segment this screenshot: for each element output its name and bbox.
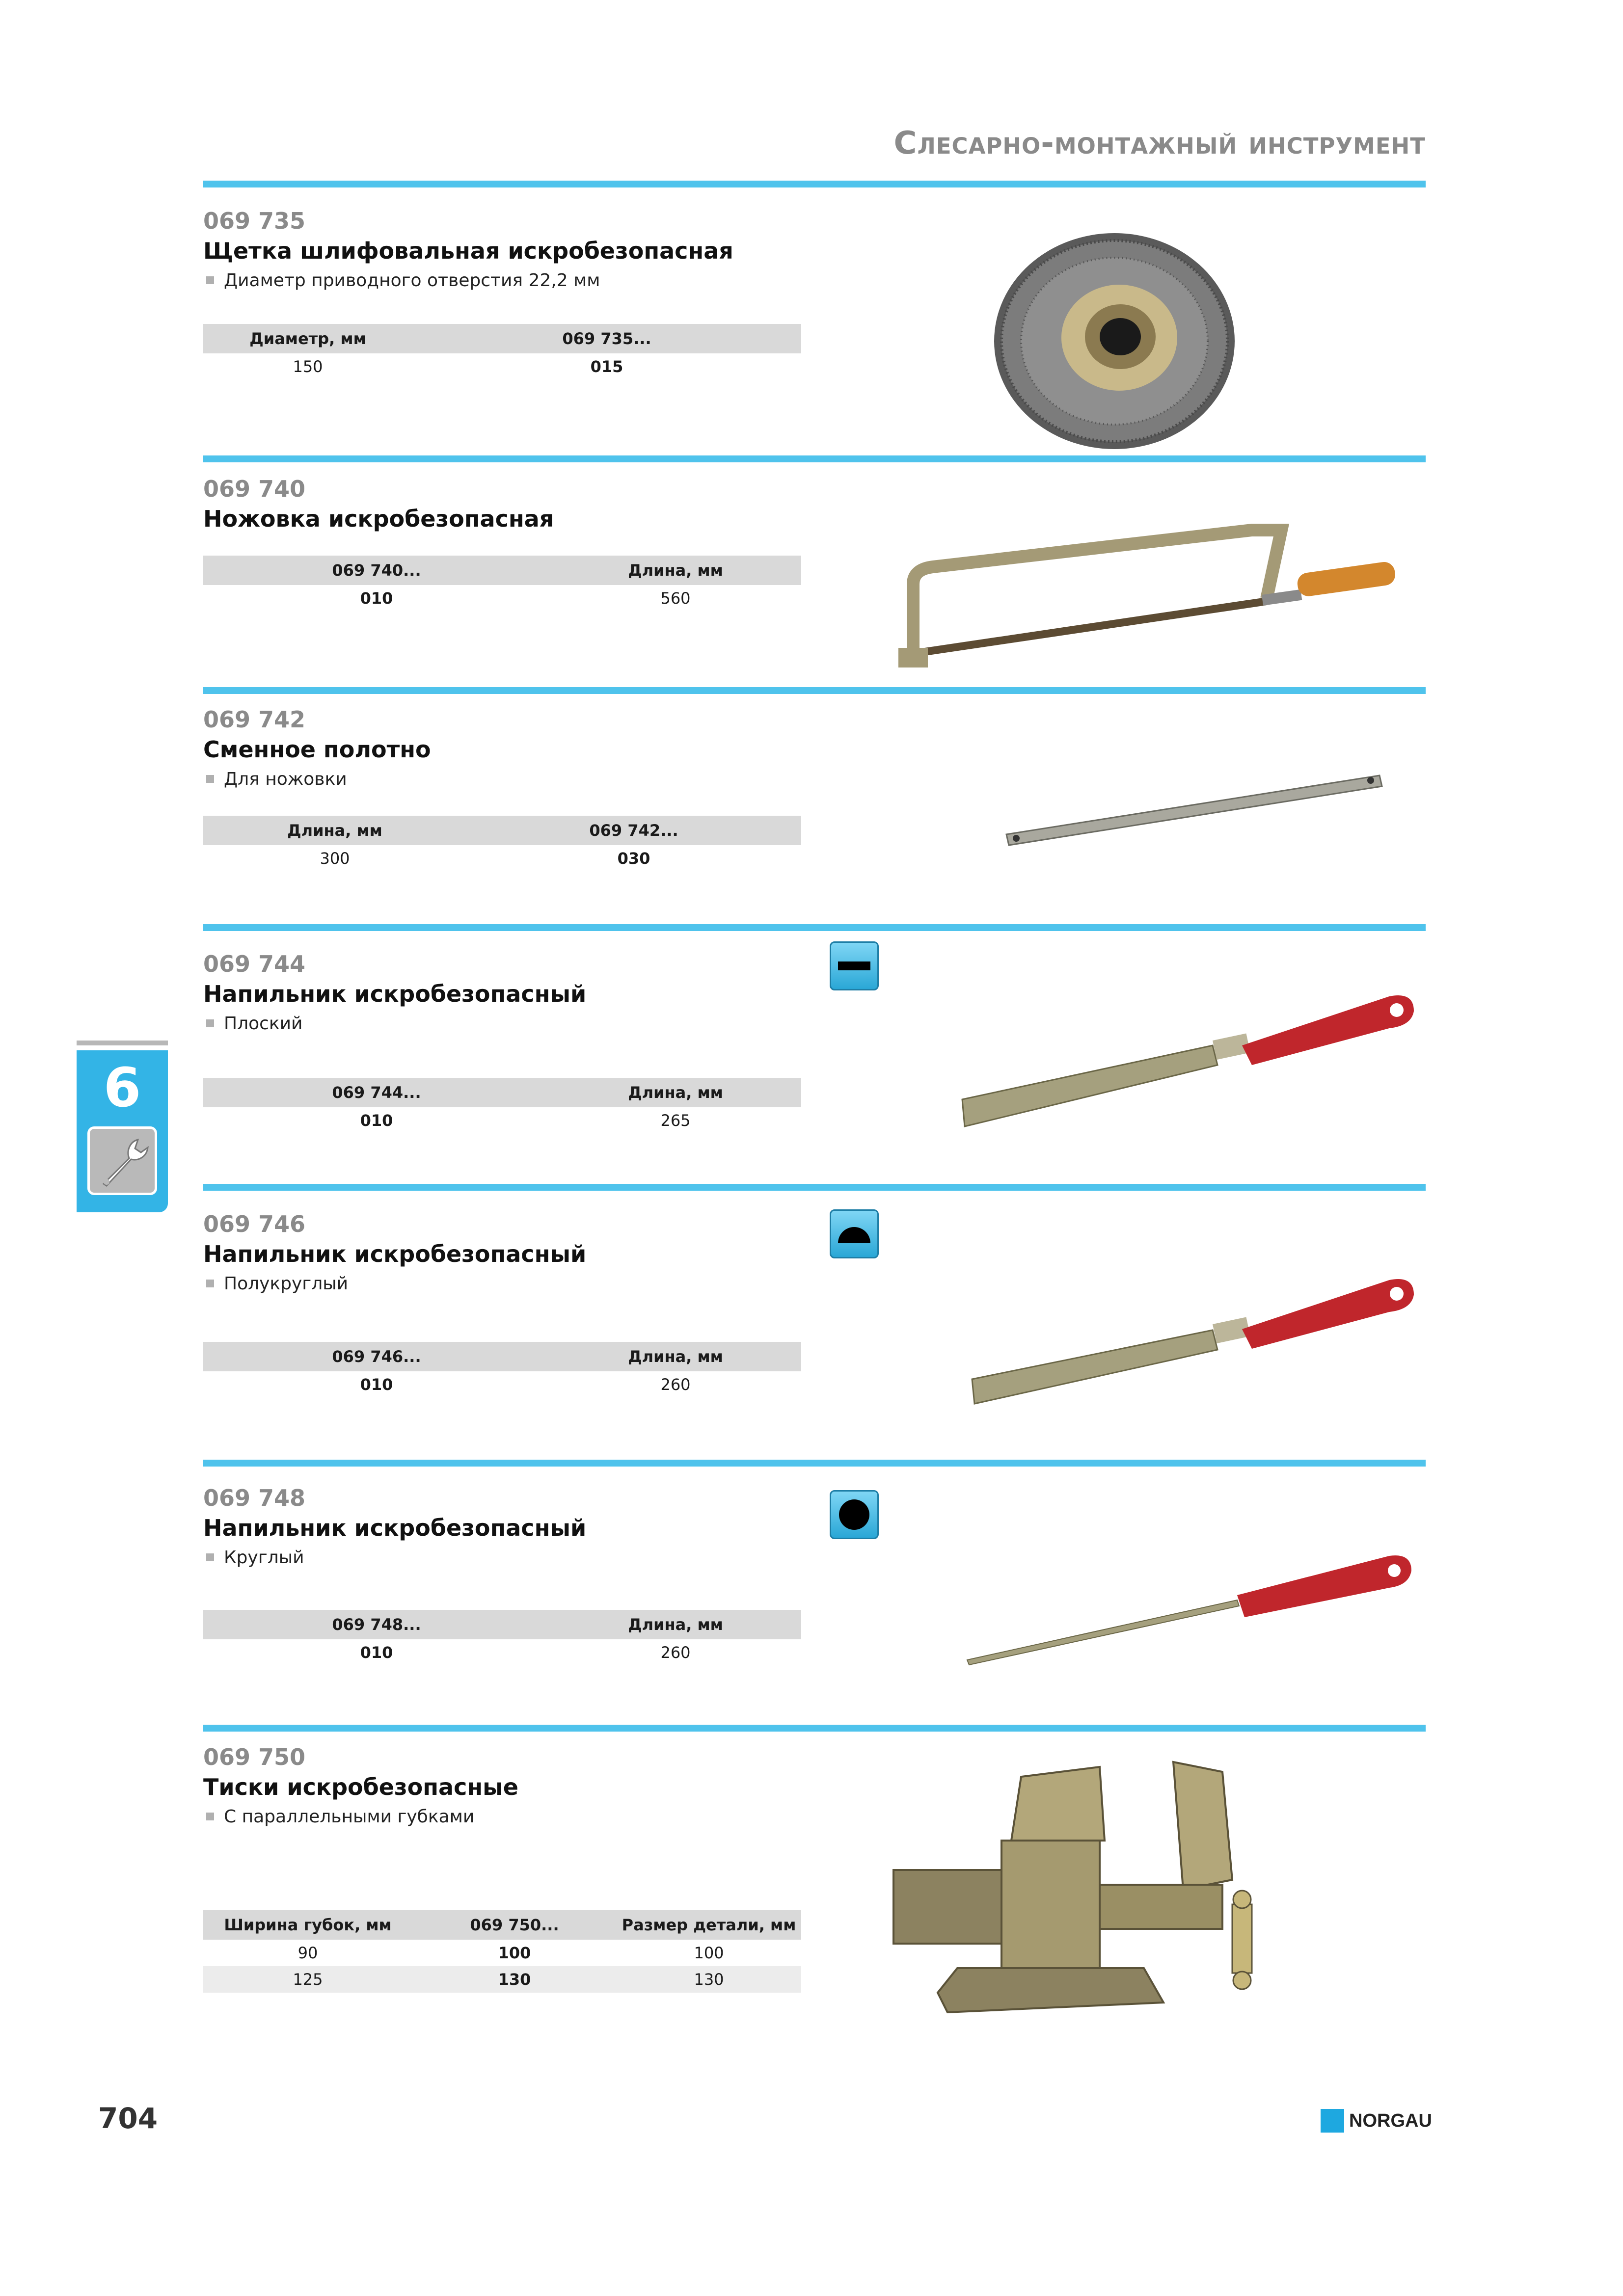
product-sku: 069 750 <box>203 1744 306 1770</box>
cell-article: 030 <box>617 849 650 868</box>
col-header: Размер детали, мм <box>617 1910 801 1940</box>
col-header: Длина, мм <box>550 1342 801 1371</box>
cell-article: 010 <box>360 1643 393 1662</box>
product-069735 <box>203 206 1426 376</box>
cell: 265 <box>660 1111 691 1130</box>
cell: 560 <box>660 589 691 608</box>
cell-article: 100 <box>498 1944 531 1962</box>
spec-table <box>203 1610 801 1666</box>
bullet-text: Диаметр приводного отверстия 22,2 мм <box>224 270 600 291</box>
cell: 90 <box>298 1944 318 1962</box>
wire-brush-wheel-image <box>992 231 1237 452</box>
product-sku: 069 744 <box>203 951 306 977</box>
col-header: 069 748... <box>203 1610 550 1639</box>
cell-article: 010 <box>360 1375 393 1394</box>
cell-article: 015 <box>590 357 623 376</box>
table-row <box>203 1639 801 1666</box>
chapter-tab <box>77 1050 168 1212</box>
saw-blade-image <box>1001 766 1384 849</box>
round-profile-icon <box>830 1490 879 1539</box>
spec-table <box>203 1910 801 1993</box>
section-divider <box>203 924 1426 931</box>
table-row <box>203 353 801 380</box>
brand-logo <box>1321 2109 1432 2133</box>
cell: 125 <box>203 1966 412 1993</box>
table-row <box>203 1966 801 1993</box>
col-header: 069 742... <box>466 816 801 845</box>
product-name: Ножовка искробезопасная <box>203 506 554 532</box>
cell: 260 <box>660 1643 691 1662</box>
section-divider <box>203 1725 1426 1732</box>
product-name: Щетка шлифовальная искробезопасная <box>203 238 733 264</box>
col-header: Длина, мм <box>203 816 466 845</box>
flat-file-image <box>957 987 1424 1134</box>
cell: 260 <box>660 1375 691 1394</box>
half-round-profile-icon <box>830 1209 879 1258</box>
bullet-text: Круглый <box>224 1548 304 1568</box>
bullet-text: Полукруглый <box>224 1274 349 1294</box>
cell: 100 <box>694 1944 724 1962</box>
product-name: Напильник искробезопасный <box>203 1241 587 1267</box>
brand-logo-text: NORGAU <box>1349 2110 1432 2131</box>
spec-table <box>203 1342 801 1398</box>
spec-table <box>203 324 801 380</box>
product-sku: 069 740 <box>203 476 306 502</box>
product-sku: 069 742 <box>203 706 306 733</box>
table-row <box>203 585 801 612</box>
col-header: 069 740... <box>203 556 550 585</box>
section-divider <box>203 1460 1426 1467</box>
col-header: 069 744... <box>203 1078 550 1107</box>
col-header: 069 735... <box>412 324 801 353</box>
flat-profile-icon <box>830 941 879 990</box>
chapter-number: 6 <box>103 1056 141 1119</box>
table-row <box>203 1371 801 1398</box>
col-header: 069 746... <box>203 1342 550 1371</box>
product-name: Тиски искробезопасные <box>203 1774 518 1800</box>
table-row <box>203 1107 801 1134</box>
spec-table <box>203 816 801 872</box>
bullet-text: С параллельными губками <box>224 1807 475 1827</box>
col-header: Диаметр, мм <box>203 324 412 353</box>
col-header: Длина, мм <box>550 1078 801 1107</box>
cell: 150 <box>293 357 323 376</box>
product-name: Сменное полотно <box>203 736 431 763</box>
section-divider <box>203 455 1426 462</box>
page-number: 704 <box>98 2102 158 2135</box>
spec-table <box>203 556 801 612</box>
cell-article: 010 <box>360 1111 393 1130</box>
product-bullet <box>203 267 1426 294</box>
section-divider <box>203 687 1426 694</box>
col-header: Длина, мм <box>550 556 801 585</box>
round-file-image <box>962 1551 1424 1669</box>
product-sku: 069 746 <box>203 1211 306 1237</box>
wrench-icon <box>87 1126 157 1195</box>
page-header-title: Слесарно-монтажный инструмент <box>893 125 1426 161</box>
spec-table <box>203 1078 801 1134</box>
brand-logo-square-icon <box>1321 2109 1344 2133</box>
table-row <box>203 1940 801 1966</box>
table-row <box>203 845 801 872</box>
cell: 300 <box>320 849 350 868</box>
product-sku: 069 748 <box>203 1485 306 1511</box>
col-header: Длина, мм <box>550 1610 801 1639</box>
section-divider <box>203 1184 1426 1191</box>
chapter-tab-line <box>77 1041 168 1045</box>
bullet-text: Плоский <box>224 1014 303 1034</box>
cell: 130 <box>617 1966 801 1993</box>
product-name: Напильник искробезопасный <box>203 1515 587 1541</box>
col-header: 069 750... <box>412 1910 617 1940</box>
product-name: Напильник искробезопасный <box>203 981 587 1007</box>
col-header: Ширина губок, мм <box>203 1910 412 1940</box>
hacksaw-image <box>889 510 1409 687</box>
cell-article: 130 <box>412 1966 617 1993</box>
cell-article: 010 <box>360 589 393 608</box>
product-sku: 069 735 <box>203 208 306 234</box>
section-divider <box>203 181 1426 187</box>
half-round-file-image <box>967 1271 1424 1414</box>
bench-vise-image <box>889 1757 1316 2022</box>
bullet-text: Для ножовки <box>224 769 347 789</box>
